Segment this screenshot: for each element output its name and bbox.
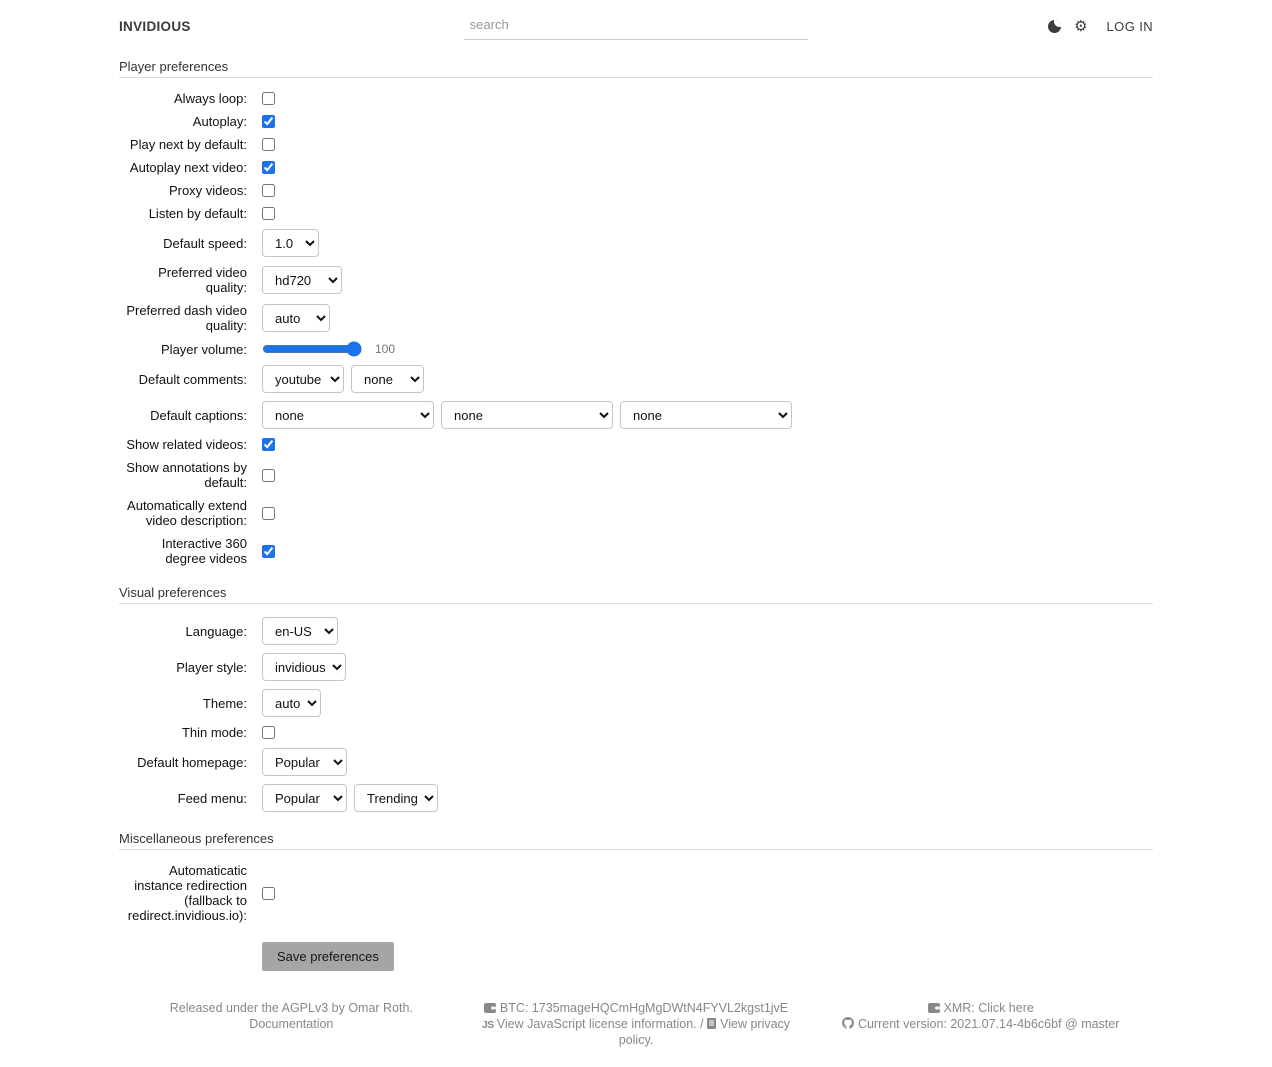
brand-logo[interactable]: INVIDIOUS	[119, 18, 191, 34]
row-dash-quality	[119, 303, 1153, 333]
pref-label: Default speed:	[163, 235, 247, 251]
always-loop-checkbox[interactable]	[262, 92, 275, 105]
interactive-360-checkbox[interactable]	[262, 545, 275, 558]
row-thin-mode	[119, 725, 1153, 740]
dash-quality-select[interactable]	[262, 304, 330, 332]
pref-label: Play next by default:	[129, 137, 247, 152]
pref-label: Player volume:	[161, 341, 247, 357]
document-icon	[707, 1018, 716, 1029]
save-preferences-button[interactable]: Save preferences	[262, 942, 394, 971]
dark-mode-moon-icon[interactable]	[1048, 20, 1061, 33]
row-player-volume	[119, 341, 1153, 357]
auto-redirect-checkbox[interactable]	[262, 887, 275, 900]
row-related-videos	[119, 437, 1153, 452]
row-play-next	[119, 137, 1153, 152]
row-autoplay-next	[119, 160, 1153, 175]
footer-middle	[464, 1001, 809, 1049]
pref-label: Thin mode:	[181, 725, 247, 740]
pref-label: Default captions:	[150, 407, 247, 423]
section-divider	[119, 849, 1153, 850]
listen-default-checkbox[interactable]	[262, 207, 275, 220]
privacy-policy-link[interactable]: View privacy policy.	[618, 1016, 791, 1047]
row-feed-menu	[119, 784, 1153, 812]
autoplay-checkbox[interactable]	[262, 115, 275, 128]
volume-value: 100	[375, 342, 396, 356]
pref-label: Default comments:	[138, 371, 247, 387]
navbar-center	[464, 12, 809, 40]
pref-label: Listen by default:	[148, 206, 247, 221]
navbar-left	[119, 19, 464, 34]
pref-label: Autoplay next video:	[129, 160, 247, 175]
row-default-comments	[119, 365, 1153, 393]
row-default-speed	[119, 229, 1153, 257]
page-container	[119, 0, 1153, 1067]
footer	[119, 1001, 1153, 1067]
pref-label: Proxy videos:	[168, 183, 247, 198]
pref-label: Feed menu:	[177, 790, 247, 806]
row-default-homepage	[119, 748, 1153, 776]
row-always-loop	[119, 91, 1153, 106]
language-select[interactable]	[262, 617, 338, 645]
js-license-link[interactable]: View JavaScript license information.	[496, 1016, 697, 1031]
captions-1-select[interactable]	[262, 401, 434, 429]
version-link[interactable]: Current version: 2021.07.14-4b6c6bf @ master	[857, 1016, 1120, 1031]
extend-description-checkbox[interactable]	[262, 507, 275, 520]
comments-source-2-select[interactable]	[351, 365, 424, 393]
pref-label: Interactive 360 degree videos	[161, 536, 247, 566]
default-homepage-select[interactable]	[262, 748, 347, 776]
pref-label: Show annotations by default:	[126, 460, 247, 490]
github-icon	[842, 1017, 854, 1029]
preferences-gear-icon[interactable]: ⚙	[1074, 17, 1088, 35]
feed-menu-2-select[interactable]	[354, 784, 438, 812]
pref-label: Always loop:	[174, 91, 247, 106]
player-style-select[interactable]	[262, 653, 346, 681]
annotations-checkbox[interactable]	[262, 469, 275, 482]
row-auto-redirect	[119, 863, 1153, 923]
section-title-misc: Miscellaneous preferences	[119, 831, 274, 846]
documentation-link[interactable]: Documentation	[249, 1016, 334, 1031]
play-next-checkbox[interactable]	[262, 138, 275, 151]
license-text: Released under the AGPLv3 by Omar Roth.	[169, 1001, 413, 1015]
section-title-player: Player preferences	[119, 59, 229, 74]
pref-label: Preferred video quality:	[158, 265, 247, 295]
pref-label: Show related videos:	[126, 437, 247, 452]
search-input[interactable]	[464, 12, 809, 40]
row-autoplay	[119, 114, 1153, 129]
autoplay-next-checkbox[interactable]	[262, 161, 275, 174]
volume-slider[interactable]	[262, 341, 362, 357]
thin-mode-checkbox[interactable]	[262, 726, 275, 739]
pref-label: Language:	[185, 623, 247, 639]
top-navbar	[119, 0, 1153, 40]
captions-2-select[interactable]	[441, 401, 613, 429]
pref-label: Preferred dash video quality:	[126, 303, 247, 333]
footer-right	[808, 1001, 1153, 1049]
theme-select[interactable]	[262, 689, 321, 717]
log-in-link[interactable]: LOG IN	[1106, 18, 1154, 34]
wallet-icon	[928, 1003, 940, 1013]
proxy-videos-checkbox[interactable]	[262, 184, 275, 197]
row-interactive-360	[119, 536, 1153, 566]
section-title-visual: Visual preferences	[119, 585, 227, 600]
btc-address: BTC: 1735mageHQCmHgMgDWtN4FYVL2kgst1jvE	[499, 1001, 789, 1015]
pref-label: Automatically extend video description:	[127, 498, 247, 528]
captions-3-select[interactable]	[620, 401, 792, 429]
row-proxy-videos	[119, 183, 1153, 198]
section-divider	[119, 77, 1153, 78]
row-video-quality	[119, 265, 1153, 295]
xmr-link[interactable]: XMR: Click here	[943, 1001, 1034, 1015]
video-quality-select[interactable]	[262, 266, 342, 294]
related-videos-checkbox[interactable]	[262, 438, 275, 451]
row-listen-default	[119, 206, 1153, 221]
comments-source-1-select[interactable]	[262, 365, 344, 393]
footer-separator: /	[700, 1016, 704, 1031]
row-annotations	[119, 460, 1153, 490]
feed-menu-1-select[interactable]	[262, 784, 347, 812]
row-default-captions	[119, 401, 1153, 429]
pref-label: Automaticatic instance redirection (fallback to redirect.invidious.io):	[127, 863, 247, 923]
row-extend-description	[119, 498, 1153, 528]
row-theme	[119, 689, 1153, 717]
save-row	[262, 942, 1153, 971]
default-speed-select[interactable]	[262, 229, 319, 257]
row-language	[119, 617, 1153, 645]
javascript-icon: JS	[481, 1018, 494, 1031]
section-divider	[119, 603, 1153, 604]
wallet-icon	[484, 1003, 496, 1013]
pref-label: Autoplay:	[192, 114, 247, 129]
footer-left	[119, 1001, 464, 1049]
row-player-style	[119, 653, 1153, 681]
pref-label: Player style:	[176, 659, 247, 675]
pref-label: Theme:	[202, 695, 247, 711]
pref-label: Default homepage:	[137, 754, 247, 770]
navbar-right	[808, 19, 1153, 34]
